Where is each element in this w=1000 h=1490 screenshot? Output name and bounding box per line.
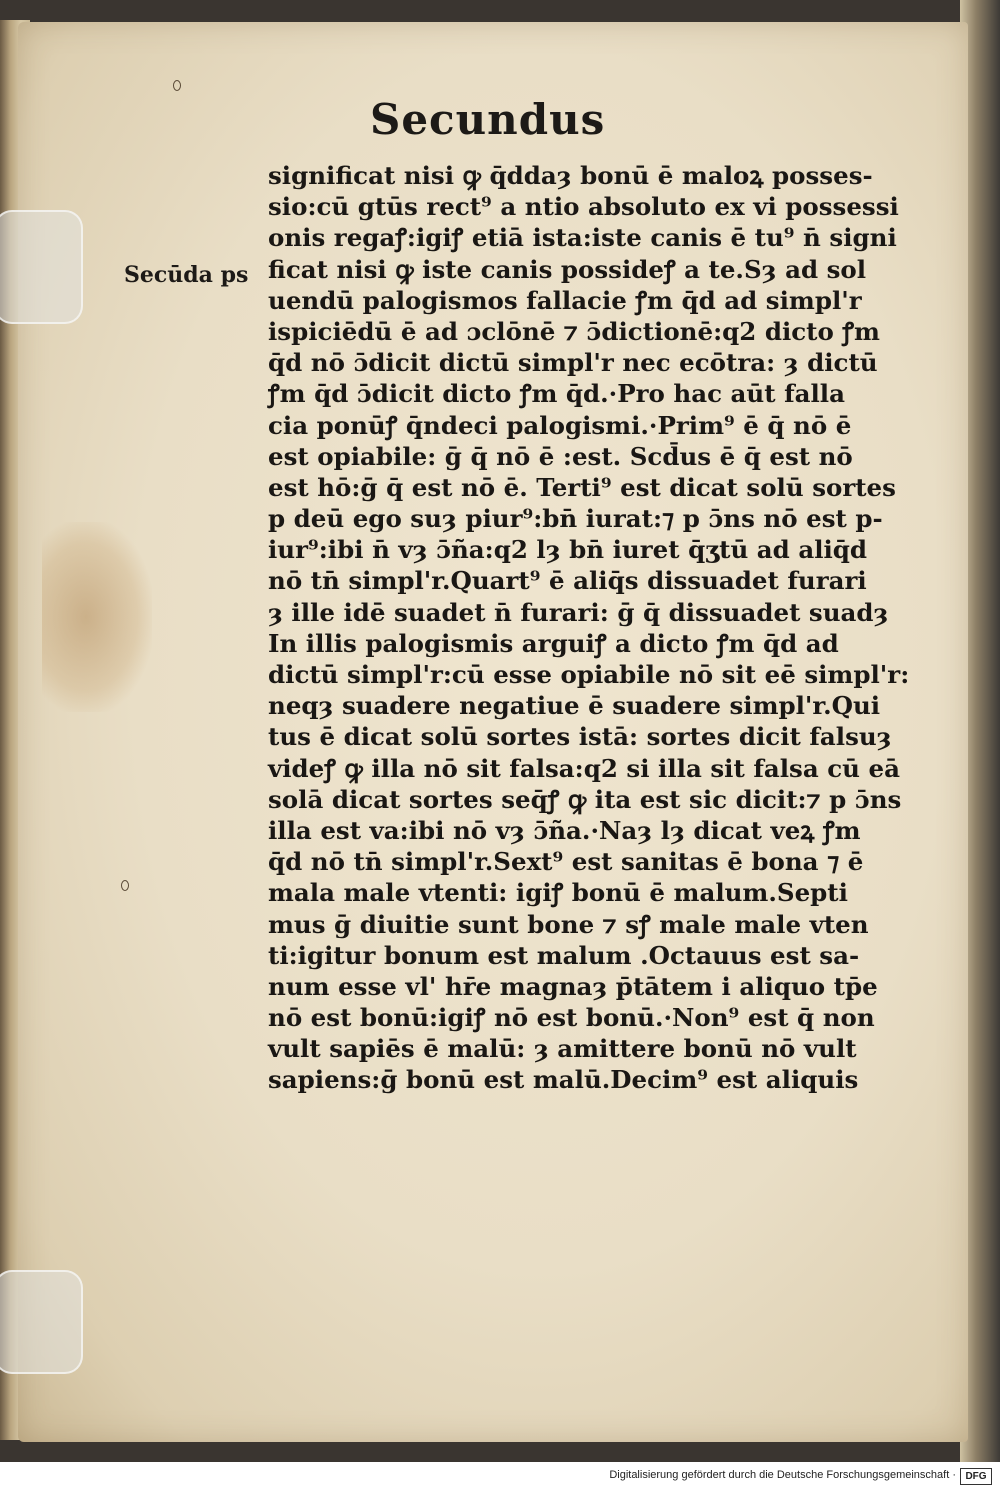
text-line: ꝭm q̄d ɔ̄dicit dicto ꝭm q̄d.·Pro hac aūt falla bbox=[268, 379, 845, 409]
text-line: onis regaꝭ:igiꝭ etiā ista:iste canis ē tu⁹ n̄ signi bbox=[268, 223, 897, 253]
text-line: ispiciēdū ē ad ɔclōnē ⁊ ɔ̄dictionē:q2 dicto ꝭm bbox=[268, 316, 880, 346]
running-head: Secundus bbox=[370, 95, 606, 144]
text-line: mus ḡ diuitie sunt bone ⁊ sꝭ male male vten bbox=[268, 909, 869, 939]
text-line: sapiens:ḡ bonū est malū.Decim⁹ est aliquis bbox=[268, 1065, 859, 1095]
page-clip-top bbox=[0, 210, 83, 324]
text-line: est hō:ḡ q̄ est nō ē. Terti⁹ est dicat solū sortes bbox=[268, 472, 896, 502]
footer-bar bbox=[0, 1462, 1000, 1490]
text-line: q̄d nō ɔ̄dicit dictū simpl'r nec ecōtra: ȝ dictū bbox=[268, 348, 878, 378]
text-line: iur⁹:ibi n̄ vȝ ɔ̄ña:q2 lȝ bn̄ iuret q̄ʒtū ad aliq̄d bbox=[268, 535, 868, 565]
text-block bbox=[268, 160, 910, 1096]
text-line: vult sapiēs ē malū: ȝ amittere bonū nō vult bbox=[268, 1034, 857, 1064]
page-clip-bottom bbox=[0, 1270, 83, 1374]
text-line: ȝ ille idē suadet n̄ furari: ḡ q̄ dissuadet suadȝ bbox=[268, 597, 889, 627]
text-line: nō tn̄ simpl'r.Quart⁹ ē aliq̄s dissuadet furari bbox=[268, 566, 867, 596]
paper-speck bbox=[121, 880, 129, 891]
text-line: In illis palogismis arguiꝭ a dicto ꝭm q̄d ad bbox=[268, 628, 839, 658]
dfg-logo: DFG bbox=[960, 1468, 992, 1485]
text-line: num esse vl' hr̄e magnaȝ p̄tātem i aliquo tp̄e bbox=[268, 971, 878, 1001]
text-line: mala male vtenti: igiꝭ bonū ē malum.Septi bbox=[268, 878, 848, 908]
funding-credit: Digitalisierung gefördert durch die Deutsche Forschungsgemeinschaft · bbox=[609, 1469, 956, 1481]
text-line: uendū palogismos fallacie ꝭm q̄d ad simpl'r bbox=[268, 285, 862, 315]
text-line: est opiabile: ḡ q̄ nō ē :est. Scd̄us ē q̄ est nō bbox=[268, 441, 853, 471]
marginal-note: Secūda ps bbox=[124, 262, 249, 288]
text-line: ficat nisi ꝙ iste canis possideꝭ a te.Sȝ ad sol bbox=[268, 254, 867, 284]
text-line: neqȝ suadere negatiue ē suadere simpl'r.Qui bbox=[268, 691, 881, 721]
text-line: significat nisi ꝙ q̄ddaȝ bonū ē maloꝝ posses- bbox=[268, 161, 873, 190]
paper-speck bbox=[173, 80, 181, 91]
text-line: sio:cū gtūs rect⁹ a ntio absoluto ex vi possessi bbox=[268, 192, 899, 222]
water-stain bbox=[42, 522, 152, 712]
text-line: dictū simpl'r:cū esse opiabile nō sit eē simpl'r: bbox=[268, 660, 910, 689]
text-line: tus ē dicat solū sortes istā: sortes dicit falsuȝ bbox=[268, 722, 892, 752]
text-line: q̄d nō tn̄ simpl'r.Sext⁹ est sanitas ē bona ⁊ ē bbox=[268, 847, 864, 877]
text-line: p deū ego suȝ piur⁹:bn̄ iurat:⁊ p ɔ̄ns nō est p- bbox=[268, 504, 883, 534]
text-line: illa est va:ibi nō vȝ ɔ̄ña.·Naȝ lȝ dicat veꝝ ꝭm bbox=[268, 815, 861, 845]
text-line: solā dicat sortes seq̄ꝭ ꝙ ita est sic dicit:⁊ p ɔ̄ns bbox=[268, 784, 902, 814]
text-line: cia ponūꝭ q̄ndeci palogismi.·Prim⁹ ē q̄ nō ē bbox=[268, 410, 852, 440]
text-line: nō est bonū:igiꝭ nō est bonū.·Non⁹ est q̄ non bbox=[268, 1003, 875, 1033]
text-line: videꝭ ꝙ illa nō sit falsa:q2 si illa sit falsa cū eā bbox=[268, 753, 900, 783]
text-line: ti:igitur bonum est malum .Octauus est sa- bbox=[268, 940, 860, 970]
